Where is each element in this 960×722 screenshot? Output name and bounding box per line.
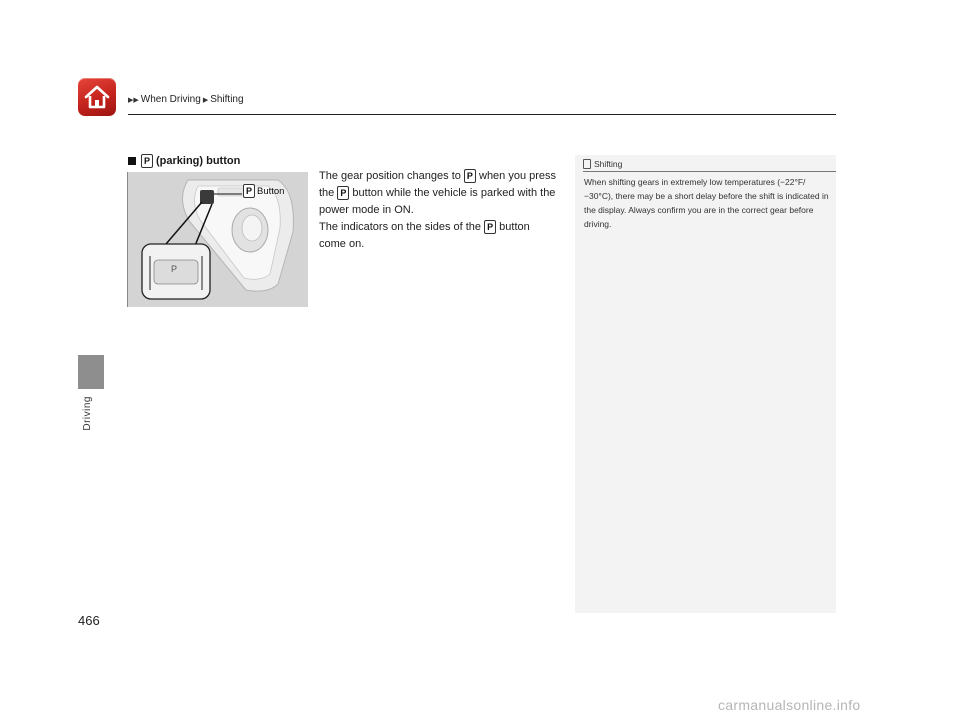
p-button-callout bbox=[243, 184, 284, 198]
p-key-glyph: P bbox=[484, 220, 496, 234]
body-paragraph-1 bbox=[319, 168, 559, 219]
notes-sidebar bbox=[575, 155, 836, 613]
square-bullet-icon bbox=[128, 157, 136, 165]
p-key-glyph: P bbox=[141, 154, 153, 168]
breadcrumb-arrow-icon: ▶▶ bbox=[128, 96, 139, 104]
breadcrumb-arrow-icon: ▶ bbox=[202, 96, 209, 104]
p-key-glyph: P bbox=[337, 186, 349, 200]
side-tab-marker bbox=[78, 355, 104, 389]
side-tab-label: Driving bbox=[82, 396, 93, 431]
home-icon bbox=[83, 84, 111, 110]
text-run: button while the vehicle is parked with the power mode in ON. bbox=[319, 187, 556, 216]
body-paragraph-2 bbox=[319, 219, 559, 253]
header-divider bbox=[128, 114, 836, 115]
note-icon bbox=[583, 159, 591, 169]
callout-text: Button bbox=[257, 185, 285, 197]
sidebar-title bbox=[583, 159, 622, 169]
breadcrumb-item-when-driving[interactable]: When Driving bbox=[140, 94, 201, 105]
breadcrumb-item-shifting[interactable]: Shifting bbox=[210, 94, 244, 105]
p-key-glyph: P bbox=[464, 169, 476, 183]
body-text bbox=[319, 168, 559, 253]
text-run: The indicators on the sides of the bbox=[319, 221, 482, 233]
sidebar-divider bbox=[583, 171, 836, 172]
text-run: when you press the bbox=[319, 170, 557, 199]
p-key-glyph: P bbox=[243, 184, 255, 198]
watermark: carmanualsonline.info bbox=[718, 697, 861, 713]
section-heading bbox=[128, 154, 240, 168]
page-number: 466 bbox=[78, 613, 100, 628]
text-run: The gear position changes to bbox=[319, 170, 461, 182]
sidebar-title-text[interactable]: Shifting bbox=[594, 159, 623, 169]
sidebar-note-text: When shifting gears in extremely low temperatures (−22°F/−30°C), there may be a short delay before the shift is indicated in the display. Always confirm you are in the correct gear before driving. bbox=[584, 177, 829, 229]
text-run: button come on. bbox=[319, 221, 530, 250]
breadcrumb bbox=[128, 94, 244, 105]
section-heading-text: (parking) button bbox=[156, 155, 241, 167]
home-button[interactable] bbox=[78, 78, 116, 116]
indicator-key-label: P bbox=[171, 264, 178, 274]
